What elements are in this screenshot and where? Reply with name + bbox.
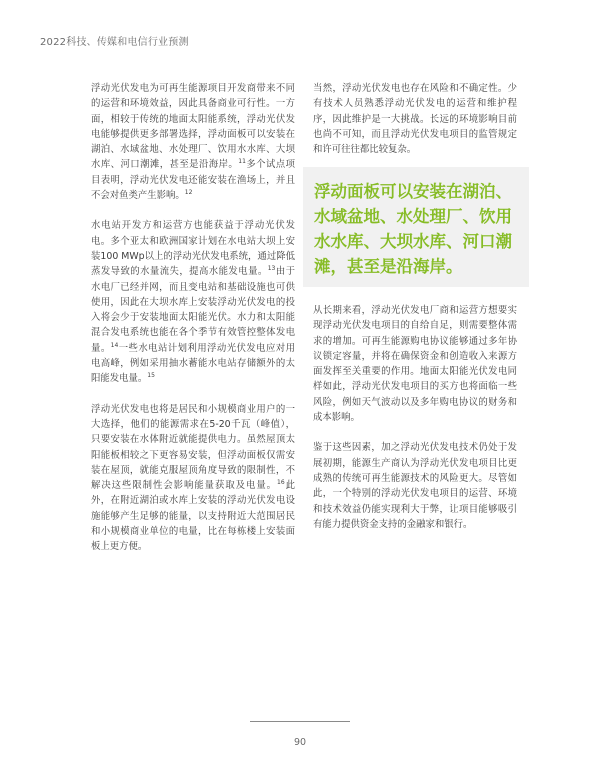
pull-quote: 浮动面板可以安装在湖泊、水域盆地、水处理厂、饮用水水库、大坝水库、河口潮滩，甚至是沿海岸。 (314, 182, 512, 276)
right-paragraph-2: 从长期来看，浮动光伏发电厂商和运营方想要实现浮动光伏发电项目的自给自足，则需要整体需求的增加。可再生能源购电协议能够通过多年协议锁定容量，并将在确保资金和创造收入来源方面发挥至关重要的作用。地面太阳能光伏发电同样如此，浮动光伏发电项目的买方也将面临一些风险，例如天气波动以及多年购电协议的财务和成本影响。 (313, 305, 517, 424)
footnote-ref-15: 15 (147, 372, 155, 380)
left-column (91, 81, 295, 570)
footnote-ref-12: 12 (184, 188, 193, 196)
left-paragraph-3-text-b: 此外，在附近湖泊或水库上安装的浮动光伏发电设施能够产生足够的能量，以支持附近大范围居民和小规模商业单位的电量，比在每栋楼上安装面板上更方便。 (91, 480, 295, 553)
left-paragraph-2-text-c: 一些水电站计划利用浮动光伏发电应对用电高峰，例如采用抽水蓄能水电站存储额外的太阳能发电量。 (91, 342, 295, 385)
pull-quote-box (303, 167, 529, 287)
right-paragraph-3: 鉴于这些因素，加之浮动光伏发电技术仍处于发展初期，能源生产商认为浮动光伏发电项目比更成熟的传统可再生能源技术的风险更大。尽管如此，一个特别的浮动光伏发电项目的运营、环境和技术效益仍能实现利大于弊，让项目能够吸引有能力提供资金支持的金融家和银行。 (313, 442, 517, 530)
right-paragraph-1: 当然，浮动光伏发电也存在风险和不确定性。少有技术人员熟悉浮动光伏发电的运营和维护程序，因此维护是一大挑战。长远的环境影响目前也尚不可知，而且浮动光伏发电项目的监管规定和许可往往都比较复杂。 (313, 83, 517, 156)
footnote-ref-11: 11 (238, 158, 246, 166)
left-paragraph-2-text-b: 由于水电厂已经并网，而且变电站和基础设施也可供使用，因此在大坝水库上安装浮动光伏发电的投入将会少于安装地面太阳能光伏。水力和太阳能混合发电系统也能在各个季节有效管控整体发电量。 (91, 266, 295, 354)
left-paragraph-2 (91, 218, 295, 386)
left-paragraph-1-text-b: 多个试点项目表明，浮动光伏发电还能安装在渔场上，并且不会对鱼类产生影响。 (91, 159, 295, 202)
right-column-bottom (313, 303, 517, 547)
footnote-ref-13: 13 (267, 265, 276, 273)
left-paragraph-1 (91, 81, 295, 203)
left-paragraph-2-text-a: 水电站开发方和运营方也能获益于浮动光伏发电。多个亚太和欧洲国家计划在水电站大坝上安装100 MWp以上的浮动光伏发电系统，通过降低蒸发导致的水量流失，提高水能发电量。 (91, 220, 295, 278)
right-column-top (313, 81, 517, 172)
left-paragraph-3 (91, 402, 295, 555)
footnote-ref-14: 14 (110, 341, 119, 349)
left-paragraph-3-text-a: 浮动光伏发电也将是居民和小规模商业用户的一大选择，他们的能源需求在5-20千瓦（峰值），只要安装在水体附近就能提供电力。虽然屋顶太阳能板相较之下更容易安装，但浮动面板仅需安装在屋顶，就能克服屋顶角度导致的限制性，不解决这些限制性会影响能量获取及电量。 (91, 403, 295, 492)
page-number: 90 (293, 737, 307, 748)
footer-divider (250, 721, 350, 722)
page-header: 2022科技、传媒和电信行业预测 (40, 37, 189, 48)
footnote-ref-16: 16 (277, 479, 285, 486)
left-paragraph-1-text-a: 浮动光伏发电为可再生能源项目开发商带来不同的运营和环境效益，因此具备商业可行性。一方面，相较于传统的地面太阳能系统，浮动光伏发电能够提供更多部署选择，浮动面板可以安装在湖泊、水域盆地、水处理厂、饮用水水库、大坝水库、河口潮滩，甚至是沿海岸。 (91, 83, 295, 171)
